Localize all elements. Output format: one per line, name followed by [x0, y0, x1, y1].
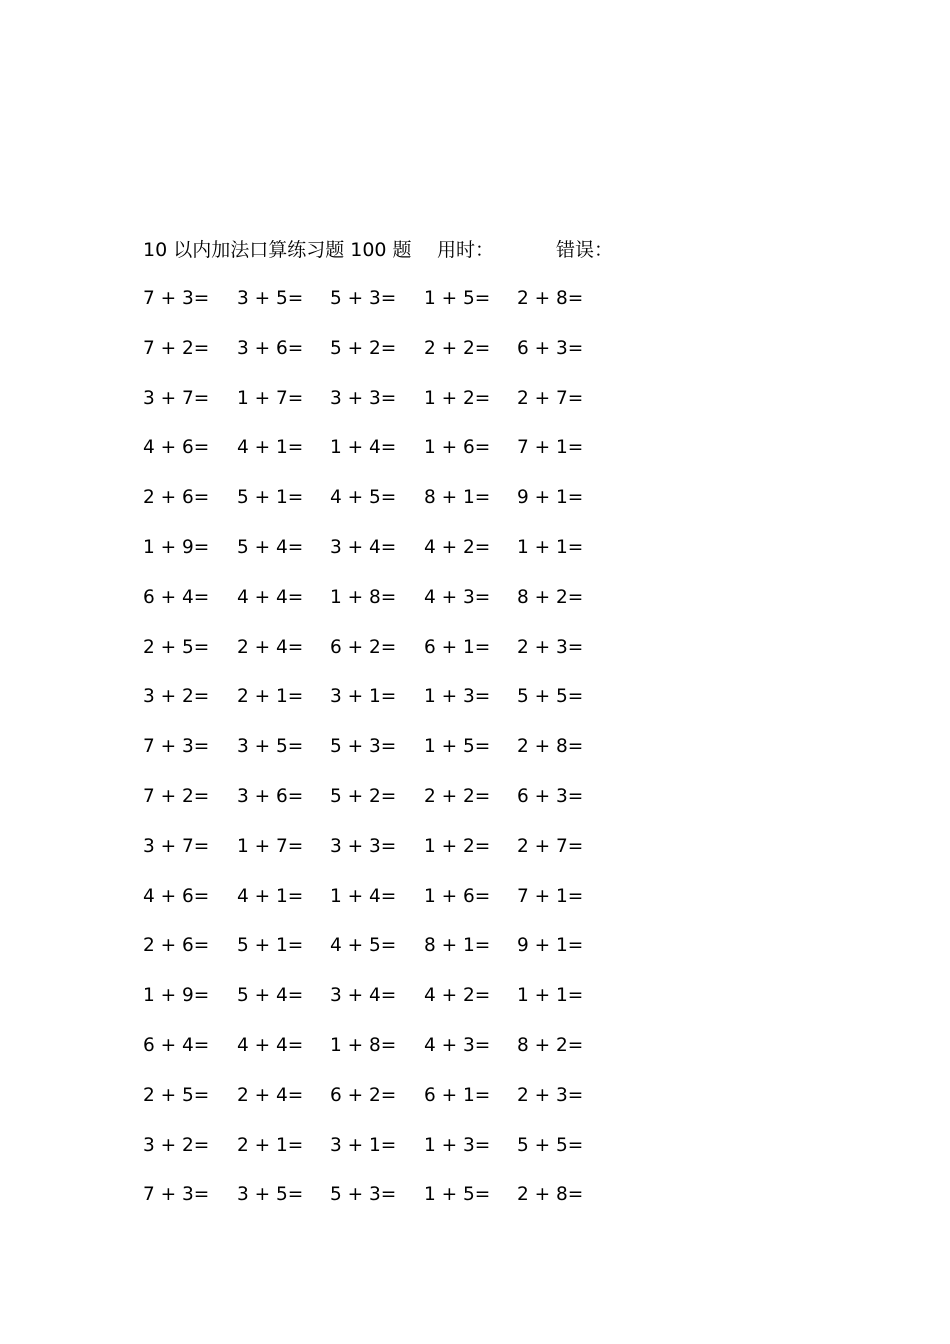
- problem-item: 3 + 5=: [237, 736, 304, 758]
- problem-row: [143, 733, 703, 783]
- problem-item: 4 + 5=: [330, 935, 397, 957]
- problem-item: 1 + 1=: [517, 536, 584, 558]
- problem-item: 4 + 1=: [237, 437, 304, 459]
- problem-item: 6 + 3=: [517, 337, 584, 359]
- problem-item: 3 + 5=: [237, 1184, 304, 1206]
- problem-item: 3 + 2=: [143, 1134, 210, 1156]
- problem-item: 1 + 8=: [330, 586, 397, 608]
- problem-item: 2 + 7=: [517, 387, 584, 409]
- problem-item: 5 + 1=: [237, 487, 304, 509]
- problem-item: 4 + 2=: [424, 536, 491, 558]
- problem-item: 3 + 1=: [330, 1134, 397, 1156]
- problem-item: 1 + 5=: [424, 288, 491, 309]
- problem-item: 5 + 3=: [330, 288, 397, 309]
- problem-item: 5 + 1=: [237, 935, 304, 957]
- problem-item: 3 + 7=: [143, 835, 210, 857]
- problem-row: [143, 1082, 703, 1132]
- problem-item: 5 + 4=: [237, 985, 304, 1007]
- errors-label: 错误：: [556, 239, 614, 261]
- problem-item: 5 + 3=: [330, 736, 397, 758]
- worksheet-header: [143, 236, 743, 264]
- problem-item: 3 + 3=: [330, 387, 397, 409]
- problem-item: 2 + 4=: [237, 1084, 304, 1106]
- problem-row: [143, 385, 703, 435]
- problem-row: [143, 1132, 703, 1182]
- problem-item: 2 + 5=: [143, 636, 210, 658]
- problem-item: 7 + 1=: [517, 437, 584, 459]
- problem-row: [143, 434, 703, 484]
- problem-item: 5 + 5=: [517, 686, 584, 708]
- problem-item: 8 + 1=: [424, 935, 491, 957]
- problem-item: 2 + 8=: [517, 1184, 584, 1206]
- problem-item: 4 + 3=: [424, 1034, 491, 1056]
- problem-item: 8 + 2=: [517, 1034, 584, 1056]
- problem-item: 3 + 4=: [330, 536, 397, 558]
- problem-item: 4 + 2=: [424, 985, 491, 1007]
- problem-item: 3 + 1=: [330, 686, 397, 708]
- problem-item: 4 + 4=: [237, 1034, 304, 1056]
- problem-item: 4 + 5=: [330, 487, 397, 509]
- problem-item: 6 + 4=: [143, 1034, 210, 1056]
- problem-item: 5 + 3=: [330, 1184, 397, 1206]
- problem-row: [143, 1181, 703, 1231]
- problem-grid: [143, 285, 703, 1231]
- problem-item: 7 + 1=: [517, 885, 584, 907]
- problem-item: 1 + 6=: [424, 885, 491, 907]
- problem-row: [143, 584, 703, 634]
- problem-row: [143, 335, 703, 385]
- problem-item: 2 + 6=: [143, 935, 210, 957]
- problem-item: 5 + 4=: [237, 536, 304, 558]
- problem-item: 1 + 9=: [143, 985, 210, 1007]
- problem-row: [143, 883, 703, 933]
- problem-item: 4 + 3=: [424, 586, 491, 608]
- problem-row: [143, 484, 703, 534]
- problem-row: [143, 683, 703, 733]
- problem-item: 1 + 4=: [330, 437, 397, 459]
- problem-item: 1 + 3=: [424, 686, 491, 708]
- problem-item: 2 + 1=: [237, 686, 304, 708]
- problem-item: 4 + 1=: [237, 885, 304, 907]
- time-label: 用时：: [437, 239, 495, 261]
- problem-item: 7 + 2=: [143, 785, 210, 807]
- problem-item: 1 + 4=: [330, 885, 397, 907]
- problem-item: 3 + 5=: [237, 288, 304, 309]
- problem-item: 3 + 6=: [237, 337, 304, 359]
- problem-item: 3 + 7=: [143, 387, 210, 409]
- problem-row: [143, 634, 703, 684]
- problem-item: 1 + 3=: [424, 1134, 491, 1156]
- problem-item: 6 + 1=: [424, 1084, 491, 1106]
- problem-item: 5 + 2=: [330, 785, 397, 807]
- problem-item: 1 + 2=: [424, 835, 491, 857]
- problem-item: 1 + 8=: [330, 1034, 397, 1056]
- problem-item: 2 + 3=: [517, 636, 584, 658]
- problem-row: [143, 1032, 703, 1082]
- problem-item: 6 + 1=: [424, 636, 491, 658]
- problem-item: 3 + 3=: [330, 835, 397, 857]
- problem-item: 6 + 3=: [517, 785, 584, 807]
- problem-item: 6 + 2=: [330, 1084, 397, 1106]
- problem-item: 2 + 5=: [143, 1084, 210, 1106]
- problem-row: [143, 932, 703, 982]
- problem-item: 7 + 3=: [143, 1184, 210, 1206]
- problem-item: 5 + 5=: [517, 1134, 584, 1156]
- problem-item: 8 + 2=: [517, 586, 584, 608]
- problem-item: 1 + 2=: [424, 387, 491, 409]
- problem-item: 5 + 2=: [330, 337, 397, 359]
- problem-item: 3 + 6=: [237, 785, 304, 807]
- worksheet-title: 10 以内加法口算练习题 100 题: [143, 239, 412, 261]
- problem-row: [143, 982, 703, 1032]
- problem-item: 3 + 2=: [143, 686, 210, 708]
- problem-item: 9 + 1=: [517, 487, 584, 509]
- problem-item: 2 + 4=: [237, 636, 304, 658]
- problem-item: 7 + 3=: [143, 736, 210, 758]
- problem-item: 4 + 6=: [143, 885, 210, 907]
- problem-row: [143, 534, 703, 584]
- problem-item: 2 + 7=: [517, 835, 584, 857]
- problem-item: 1 + 5=: [424, 736, 491, 758]
- problem-item: 1 + 5=: [424, 1184, 491, 1206]
- problem-item: 2 + 2=: [424, 337, 491, 359]
- problem-item: 7 + 3=: [143, 288, 210, 309]
- problem-row: [143, 285, 703, 335]
- problem-item: 1 + 7=: [237, 387, 304, 409]
- problem-item: 1 + 1=: [517, 985, 584, 1007]
- problem-row: [143, 783, 703, 833]
- problem-item: 2 + 1=: [237, 1134, 304, 1156]
- problem-item: 2 + 6=: [143, 487, 210, 509]
- problem-item: 1 + 6=: [424, 437, 491, 459]
- problem-row: [143, 833, 703, 883]
- problem-item: 7 + 2=: [143, 337, 210, 359]
- problem-item: 2 + 8=: [517, 736, 584, 758]
- problem-item: 6 + 4=: [143, 586, 210, 608]
- problem-item: 6 + 2=: [330, 636, 397, 658]
- problem-item: 1 + 7=: [237, 835, 304, 857]
- problem-item: 9 + 1=: [517, 935, 584, 957]
- problem-item: 1 + 9=: [143, 536, 210, 558]
- problem-item: 2 + 3=: [517, 1084, 584, 1106]
- problem-item: 3 + 4=: [330, 985, 397, 1007]
- problem-item: 4 + 4=: [237, 586, 304, 608]
- problem-item: 2 + 8=: [517, 288, 584, 309]
- problem-item: 8 + 1=: [424, 487, 491, 509]
- problem-item: 2 + 2=: [424, 785, 491, 807]
- problem-item: 4 + 6=: [143, 437, 210, 459]
